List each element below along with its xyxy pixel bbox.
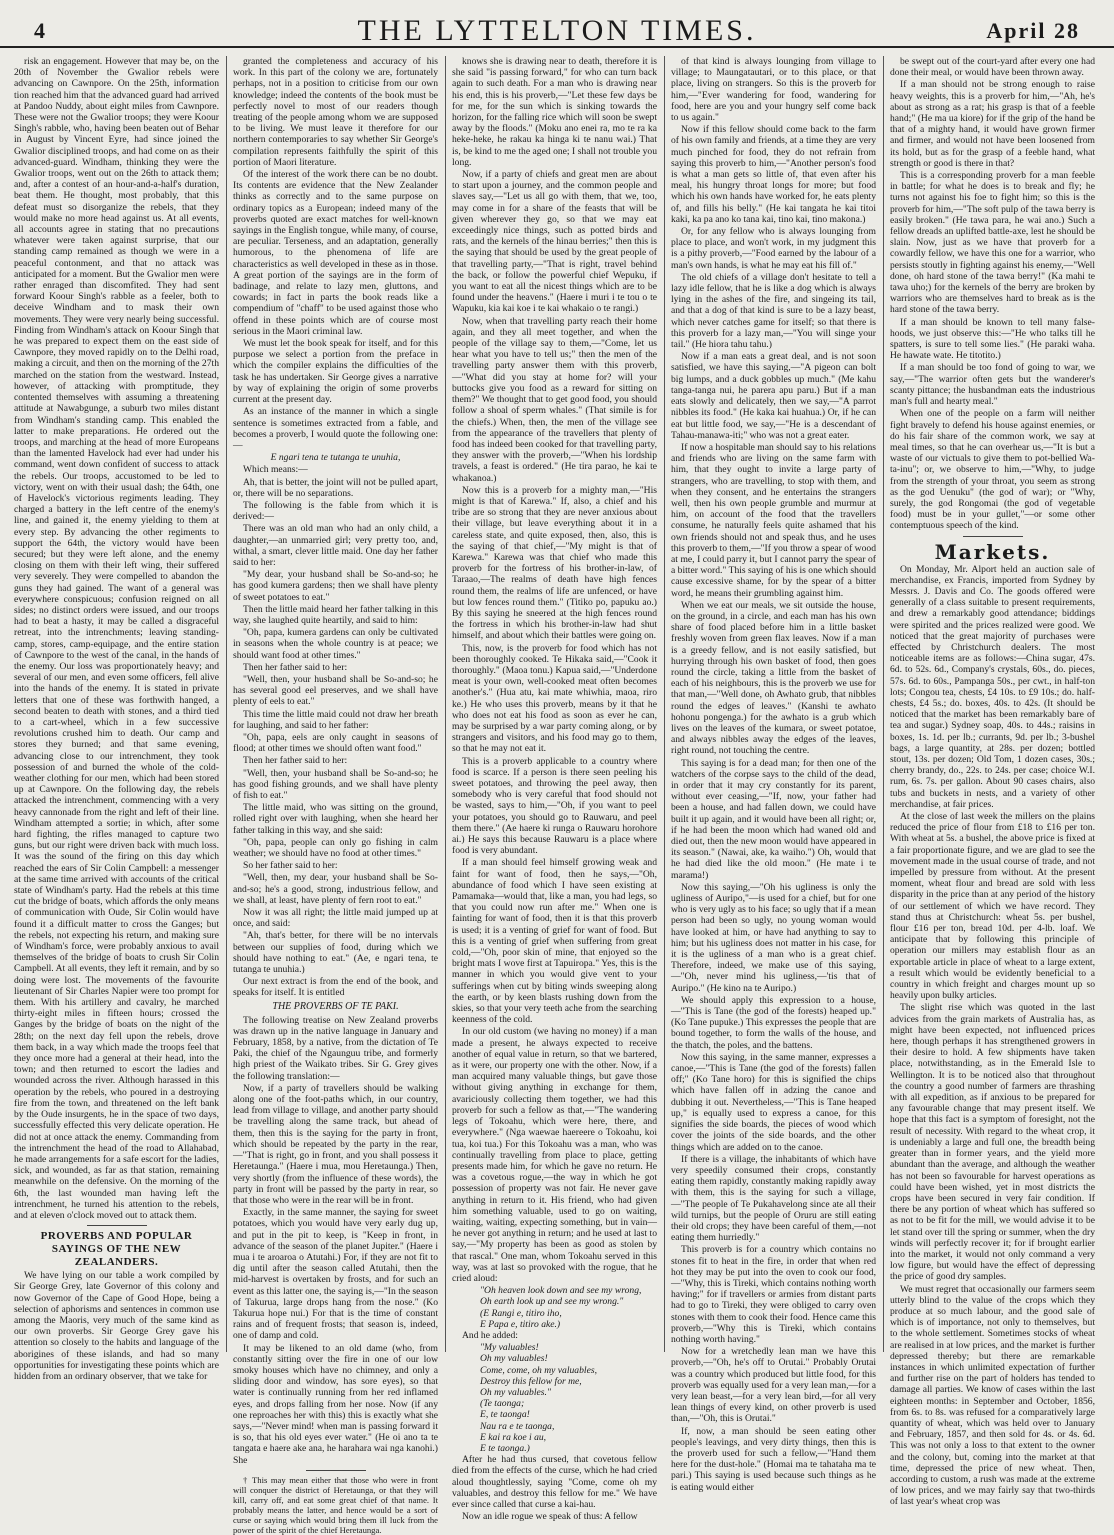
column-4 xyxy=(671,56,876,1493)
article-paragraph: "Oh, papa, kumera gardens can only be cultivated in seasons when the whole country is at peace; we should want food at other times." xyxy=(233,627,438,661)
article-paragraph: Now, if a party of travellers should be walking along one of the foot-paths which, in our country, lead from village to village, and another party should be travelling along the same track, but ahead of them, then this is the saying for the party in front, which should be repeated by the party in the rear,—"That is right, go in front, and you shall possess it Heretaunga." (Haere i mua, mou Heretaunga.) Then, very shortly (from the influence of these words), the party in front will be passed by the party in rear, so that those who were in the rear will be in front. xyxy=(233,1082,438,1206)
article-paragraph: The following is the fable from which it is derived:— xyxy=(233,499,438,523)
article-paragraph: Now for a wretchedly lean man we have this proverb,—"Oh, he's off to Orutai." Probably Orutai was a country which produced but little food, for this proverb was equally used for a very lean man,—for a very lean beast,—for a very lean bird,—for all very lean things of every kind, on other proverb is used than,—"Oh, this is Orutai." xyxy=(671,1346,876,1425)
article-paragraph: If now a hospitable man should say to his relations and friends who are living on the same farm with him, that they ought to invite a large party of strangers, who are travelling, to stop with them, and when they consent, and he entertains the strangers well, then his own people grumble and murmur at him, on account of the food that the travellers consume, he naturally feels quite ashamed that his own friends should not and speak thus, and he uses this proverb to them,—"If you throw a spear of wood at me, I could parry it, but I cannot parry the spear of a bitter word." This saying of his is one which should cause excessive shame, for by the spear of a bitter word, he means their grumbling against him. xyxy=(671,441,876,599)
article-paragraph: We must let the book speak for itself, and for this purpose we select a portion from the preface in which the compiler explains the difficulties of the task he has undertaken. Sir George gives a narrative by way of explaining the origin of some proverbs current at the present day. xyxy=(233,338,438,406)
article-paragraph: And he added: xyxy=(462,1329,518,1341)
article-paragraph: "Oh, papa, eels are only caught in seasons of flood; at other times we should often want food." xyxy=(233,731,438,755)
article-paragraph: Of the interest of the work there can be no doubt. Its contents are evidence that the New Zealander thinks as correctly and to the same purpose on ordinary topics as a European; indeed many of the proverbs quoted are exact matches for well-known sayings in the English tongue, while many, of course, are peculiar. Terseness, and an adaptation, generally humorous, to the phenomena of life are characteristics as well developed in these as in those. A great portion of the sayings are in the form of badinage, and relate to lazy men, gluttons, and cowards; in fact in parts the book reads like a compendium of "chaff" to be used against those who offend in these points which are of course most serious in the Maori criminal law. xyxy=(233,169,438,337)
column-rule xyxy=(445,56,446,1352)
article-paragraph: At the close of last week the millers on the plains reduced the price of flour from £18 to £16 per ton. With wheat at 5s. a bushel, the above price is fixed at a fair proportionate figure, and we are glad to see the movement made in the usual course of trade, and not impelled by pressure from without. At the present moment, wheat flour and bread are sold with less disparity in the price than at any period of the history of our settlement of which we have record. They stand thus at Christchurch: wheat 5s. per bushel, flour £16 per ton, bread 10d. per 4-lb. loaf. We anticipate that by following this principle of operation our millers may establish flour as an exportable article in place of wheat to a large extent, a result which would be evidently beneficial to a country in which freight and charges mount up so heavily upon bulky articles. xyxy=(890,811,1095,1002)
article-paragraph: knows she is drawing near to death, therefore it is she said "is passing forward," for who can turn back again to such death. For a man who is drawing near his end, this is his proverb,—"Let these few days be for me, for the sun which is sinking towards the horizon, for the falling rice which will soon be swept away by the floods." (Moku ano enei ra, mo te ra ka heke-heke, he rakau ka hinga ki te nanu wai.) That is, be kind to me the aged one; I shall not trouble you long. xyxy=(452,56,657,168)
article-paragraph: As an instance of the manner in which a single sentence is sometimes extracted from a fable, and becomes a proverb, I would quote the following one:— xyxy=(233,406,438,451)
article-paragraph: If a man should be too fond of going to war, we say,—"The warrior often gets but the wanderer's scanty pittance; the husbandman eats the industrious man's full and hearty meal." xyxy=(890,362,1095,408)
article-paragraph: "Ah, that's better, for there will be no intervals between our supplies of food, during which we should have nothing to eat." (Ae, e ngari tena, te tutanga te unuhia.) xyxy=(233,930,438,976)
verse-line: "My valuables! xyxy=(480,1342,539,1354)
article-paragraph: Or, for any fellow who is always lounging from place to place, and won't work, in my judgment this is a pithy proverb,—"Food earned by the labour of a man's own hands, is what he may eat his fill of." xyxy=(671,226,876,271)
article-paragraph: So her father said to her: xyxy=(243,860,338,872)
verse-block xyxy=(480,1342,657,1454)
article-paragraph: This is a proverb applicable to a country where food is scarce. If a person is there seen peeling his sweet potatoes, and throwing the peel away, then somebody who is very careful that food should not be wasted, says to him,—"Oh, if you want to peel your potatoes, you should go to Rauwaru, and peel them there." (Ae haere ki runga o Rauwaru horohore ai.) He says this because Rauwaru is a place where food is very abundant. xyxy=(452,755,657,857)
article-paragraph: This proverb is for a country which contains no stones fit to heat in the fire, in order that when red hot they may be put into the oven to cook our food,—"Why, this is Tireki, which contains nothing worth having;" for if travellers or armies from distant parts had to go to Tireki, they were obliged to carry oven stones with them to cook their food. Hence came this proverb,—"Why this is Tireki, which contains nothing worth having." xyxy=(671,1244,876,1345)
article-paragraph: This is a corresponding proverb for a man feeble in battle; for what he does is to break and fly; he turns not against his foe to fight him; so this is the proverb for him,—"The soft pulp of the tawa berry is easily broken." (He tawa para, he wai ano.) Such a fellow dreads an uplifted battle-axe, lest he should be slain. Now, just as we have that proverb for a cowardly fellow, we have this one for a warrior, who persists stoutly in fighting against his enemy,—"Well done, oh hard stone of the tawa berry!" (Ka mahi te tawa uho;) for the kernels of the berry are broken by warriors who are themselves hard to break as is the hard stone of the tawa berry. xyxy=(890,170,1095,316)
column-1 xyxy=(14,56,219,1382)
article-paragraph: Now if a man eats a great deal, and is not soon satisfied, we have this saying,—"A pigeon can bolt big lumps, and a duck gobbles up much." (Me kahu tanga-tanga nui, he parera apu paru.) But if a man eats slowly and delicately, then we say,—"A parrot nibbles its food." (He kaka kai huahua.) Or, if he can eat but little food, we say,—"He is a descendant of Tahau-manawa-iti;" who was not a great eater. xyxy=(671,351,876,441)
column-rule xyxy=(664,56,665,1352)
masthead-title: THE LYTTELTON TIMES. xyxy=(357,14,757,47)
columns xyxy=(14,56,1100,1535)
article-paragraph: Ah, that is better, the joint will not be pulled apart, or, there will be no separations. xyxy=(233,476,438,499)
article-paragraph: We should apply this expression to a house,—"This is Tane (the god of the forests) heaped up." (Ko Tane pupuke.) This expresses the people that are bound together, to form the walls of the house, and the thatch, the poles, and the battens. xyxy=(671,994,876,1051)
divider xyxy=(963,536,1023,537)
article-paragraph: This saying is for a dead man; for then one of the watchers of the corpse says to the child of the dead, in order that it may cry constantly for its parent, without ever ceasing,—"If, now, your father had been a house, and had fallen down, we could have built it up again, and it would have been all right; or, if he had been the moon which had waned old and died out, then the new moon would have appeared in its season." (Nawai, ake, ka waiho.") Oh, would that he had died like the old moon." (He mate i te marama!) xyxy=(671,757,876,881)
article-paragraph: "Oh, papa, people can only go fishing in calm weather; we should have no food at other times." xyxy=(233,836,438,860)
footnote-divider xyxy=(306,1470,366,1471)
subsection-heading: THE PROVERBS OF TE PAKI. xyxy=(272,1000,399,1012)
page-number: 4 xyxy=(34,18,45,43)
article-paragraph: After he had thus cursed, that covetous fellow died from the effects of the curse, which he had cried aloud thoughtlessly, saying "Come, come oh my valuables, and destroy this fellow for me." We have ever since called that curse a kai-hau. xyxy=(452,1454,657,1510)
column-2 xyxy=(233,56,438,1535)
verse-line: Oh my valuables! xyxy=(480,1353,548,1365)
article-paragraph: granted the completeness and accuracy of his work. In this part of the colony we are, fortunately perhaps, not in a position to criticise from our own knowledge; indeed the contents of the book must be perfectly novel to most of our readers though treating of the people among whom we are supposed to be living. We must leave it therefore for our northern contemporaries to say whether Sir George's compilation represents faithfully the spirit of this portion of Maori literature. xyxy=(233,56,438,168)
column-rule xyxy=(883,56,884,1352)
article-paragraph: be swept out of the court-yard after every one had done their meal, or would have been thrown away. xyxy=(890,56,1095,79)
article-paragraph: Now an idle rogue we speak of thus: A fellow xyxy=(462,1511,638,1523)
column-3 xyxy=(452,56,657,1523)
article-paragraph: Exactly, in the same manner, the saying for sweet potatoes, which you would have very early dug up, and put in the pit to keep, is "Keep in front, in advance of the season of the planet Jupiter." (Haere i mua i te aroaroa o Atutahi.) For, if they are not fit to dig until after the season called Atutahi, then the mid-harvest is overtaken by frosts, and for such an event as this latter one, the saying is,—"In the season of Takurua, large drops hang from the nose." (Ko Takurua hope nui.) For that is the time of constant rains and of frequent frosts; that season is, indeed, one of damp and cold. xyxy=(233,1207,438,1342)
verse-line: Oh earth look up and see my wrong." xyxy=(480,1296,624,1308)
divider xyxy=(87,1225,147,1226)
article-paragraph: If there is a village, the inhabitants of which have very speedily consumed their crops, constantly eating them rapidly, constantly making rapidly away with them, this is the saying for such a village,—"The people of Te Pukahavelong since ate all their wild turnips, but the people of Oruru are still eating their old crops; they have been careful of them,—not eating them hurriedly." xyxy=(671,1153,876,1244)
article-paragraph: of that kind is always lounging from village to village; to Maungatautari, or to this place, or that place, living on strangers. So this is the proverb for him,—"Ever wandering for food, wandering for food, here are you and your hungry self come back to us again." xyxy=(671,56,876,124)
article-paragraph: On Monday, Mr. Alport held an auction sale of merchandise, ex Francis, imported from Sydney by Messrs. J. Davis and Co. The goods offered were generally of a class suitable to present requirements, and drew a remarkably good attendance; biddings were spirited and the prices realized were good. We noticed that the great majority of purchases were effected by Christchurch dealers. The most noticeable items are as follows:—China sugar, 47s. 6d. to 52s. 6d., Company's crystals, 60s., do. pieces, 57s. 6d. to 60s., Pampanga 50s., per cwt., in half-ton lots; Congou tea, chests, £4 10s. to £9 10s.; do. half-chests, £4 5s.; do. boxes, 40s. to 42s. (It should be noticed that the market has been remarkably bare of tea and sugar.) Sydney soap, 40s. to 44s.; raisins in boxes, 1s. 1d. per lb.; currants, 9d. per lb.; 3-bushel bags, a large quantity, at 28s. per dozen; bottled stout, 13s. per dozen; Old Tom, 1 dozen cases, 30s.; cherry brandy, do., 22s. to 24s. per case; choice W.I. rum, 6s. 7s. per gallon. About 90 cases chairs, also tubs and buckets in nests, and a variety of other merchandise, at fair prices. xyxy=(890,563,1095,810)
article-paragraph: If, now, a man should be seen eating other people's leavings, and very dirty things, then this is the proverb used for such a fellow,—"Hand them here for the dust-hole." (Homai ma te tahataha ma te pari.) This saying is used because such things as he is eating would either xyxy=(671,1425,876,1493)
article-paragraph: Now if this fellow should come back to the farm of his own family and friends, at a time they are very much pinched for food, they do not refrain from saying this proverb to him,—"Another person's food is what a man gets so little of, that even after his meal, his hungry throat longs for more; but food which his own hands have worked for, he eats plenty of, and fills his belly." (He kai tangata he kai titoi kaki, ka pa ano ko tana kai, tino kai, tino makona.) xyxy=(671,124,876,225)
verse-line: Destroy this fellow for me, xyxy=(480,1375,582,1387)
verse-line: E kai ra koe i au, xyxy=(480,1431,547,1443)
article-paragraph: Then her father said to her: xyxy=(243,755,348,767)
article-paragraph: This time the little maid could not draw her breath for laughing, and said to her father: xyxy=(233,708,438,731)
verse-line: Oh my valuables." xyxy=(480,1386,551,1398)
article-paragraph: risk an engagement. However that may be, on the 20th of November the Gwalior rebels were advancing on Cawnpore. On the 25th, information tion reached him that the advanced guard had arrived at Pandoo Nuddy, about eight miles from Cawnpore. These were not the Gwalior troops; they were Koour Singh's rabble, who, having been beaten out of Behar in August by Vincent Eyre, had since joined the Gwalior disciplined troops, and had come on as their advanced-guard. Windham, thinking they were the Gwalior troops, went out on the 26th to attack them; and, after a contest of an hour-and-a-half's duration, beat them. He thought, most probably, that this defeat must so disorganize the rebels, that they would make no more head against us. At all events, all accounts agree in stating that no precautions whatever were taken against surprise, that our standing camp remained as though we were in a peaceful contonment, and that no attack was anticipated for a moment. But the Gwalior men were rather enraged than discomfited. They had sent forward Koour Singh's rabble as a feeler, both to deceive Windham and to mask their own movements. They were very nearly being successful. Finding from Windham's attack on Koour Singh that he was prepared to expect them on the east side of Cawnpore, they moved rapidly on to the Delhi road, making a circuit, and then on the morning of the 27th marched on the station from the westward. Instead, however, of attacking with promptitude, they contented themselves with assuming a threatening attitude at Nawabgunge, a suburb two miles distant from Windham's standing camp. This enabled the latter to make preparations. He ordered out the troops, and marching at the head of more Europeans than the lamented Havelock had ever had under his command, went down confident of success to attack the rebels. Our troops, accustomed to be led to victory, went on with their usual dash; the 64th, one of Havelock's victorious regiments leading. They charged a battery in the left centre of the enemy's line, and gained it, the enemy yielding to them at every step. By advancing the other regiments to support the 64th, the victory would have been secured; but they were left alone, and the enemy closing on them with their left wing, their suffered very severely. They were compelled to abandon the guns they had gained. The want of a general was everywhere conspicuous; confusion reigned on all sides; no distinct orders were issued, and our troops had to beat a hasty, it may be called a disgraceful retreat, into the intrenchments; leaving standing-camp, stores, camp-equipage, and the entire station of Cawnpore to the west of the canal, in the hands of the enemy. Our loss was proportionately heavy; and several of our men, and even some officers, fell alive into the hands of the enemy. It is stated in private letters that one of these was forthwith hanged, a second beaten to death with stones, and a third tied to a cart-wheel, which in a few successive revolutions crushed him to death. Our camp and stores they burned; and that same evening, advancing close to our intrenchment, they took possession of and burned the whole of the cold-weather clothing for our men, which had been stored up at Cawnpore. On the following day, the rebels attacked the intrenchment, commencing with a very heavy cannonade from the right and left of their line. Windham attempted a sortie; in which, after some hard fighting, the rifles managed to capture two guns, but our right were driven back with much loss. It was the sound of the firing on this day which reached the ears of Sir Colin Campbell: a messenger at the same time arrived with accounts of the critical state of Windham's party. Had the rebels at this time cut the bridge of boats, which affords the only means of communication with Oude, Sir Colin would have found it a difficult matter to cross the Ganges; but the rebels, not expecting his return, and making sure of Windham's force, were probably anxious to avail themselves of the bridge of boats to crush Sir Colin Campbell. At all events, they left it remain, and by so doing were lost. The movements of the favourite lieutenant of Sir Charles Napier were too prompt for them. With his artillery and cavalry, he marched thirty-eight miles in fifteen hours; crossed the Ganges by the bridge of boats on the night of the 28th; on the next day fell upon the rebels, drove them back, in a way which made the troops feel that they once more had a general at their head, into the town; and then returned to escort the ladies and wounded across the river. Although harassed in this operation by the rebels, who poured in a destroying fire from the town, and threatened on the left bank by the Oude insurgents, he in the space of two days, successfully effected this very delicate operation. He did not at once attack the enemy. Commanding from the intrenchment the head of the road to Allahabad, he made arrangements for a safe escort for the ladies, sick, and wounded, as far as that station, remaining meanwhile on the defensive. On the morning of the 6th, the last wounded man having left the intrenchment, he turned his attention to the rebels, and at eleven o'clock moved out to attack them. xyxy=(14,56,219,1221)
column-5 xyxy=(890,56,1095,1508)
article-paragraph: When we eat our meals, we sit outside the house, on the ground, in a circle, and each man has his own share of food placed before him in a little basket freshly woven from green flax leaves. Now if a man is a greedy fellow, and is not easily satisfied, but hurrying through his own basket of food, then goes round the circle, taking a little from the basket of each of his neighbours, this is the proverb we use for that man,—"Well done, oh Awhato grub, that nibbles round the edges of leaves." (Kanshi te awhato hohonu pongenga.) for the awhato is a grub which lives on the leaves of the kumara, or sweet potatoe, and always nibbles away the edges of the leaves, right round, not touching the centre. xyxy=(671,599,876,757)
article-paragraph: There was an old man who had an only child, a daughter,—an unmarried girl; very pretty too, and, withal, a smart, clever little maid. One day her father said to her: xyxy=(233,523,438,568)
article-paragraph: The old chiefs of a village don't hesitate to tell a lazy idle fellow, that he is like a dog which is always lying in the ashes of the fire, and singeing its tail, and that a dog of that kind is sure to be a lazy beast, which never catches game for itself; so that there is this proverb for a lazy man,—"You will singe your tail." (He hiora tahu tahu.) xyxy=(671,271,876,351)
issue-date: April 28 xyxy=(986,18,1080,43)
article-paragraph: Our next extract is from the end of the book, and speaks for itself. It is entitled xyxy=(233,976,438,999)
article-paragraph: The following treatise on New Zealand proverbs was drawn up in the native language in January and February, 1858, by a native, from the dictation of Te Paki, the chief of the Ngaunguu tribe, and formerly high priest of the Waikato tribes. Sir G. Grey gives the following translation:— xyxy=(233,1014,438,1082)
article-paragraph: When one of the people on a farm will neither fight bravely to defend his house against enemies, or do his fair share of the common work, we say at meal times, so that he can overhear us,—"It is but a waste of our victuals to give them to pot-bellied Wa-ta-inu"; or, we observe to him,—"Why, to judge from the strength of your throat, you seem as strong as the god Uenuku" (the god of war); or "Why, surely, the god Rongomai (the god of vegetable food) must be in your gullet,"—or some other contemptuous speech of the kind. xyxy=(890,408,1095,532)
article-paragraph: Which means:— xyxy=(243,464,308,476)
article-paragraph: Then her father said to her: xyxy=(243,661,348,673)
quoted-proverb: E ngari tena te tutanga te unuhia, xyxy=(270,452,401,464)
article-paragraph: It may be likened to an old dame (who, from constantly sitting over the fire in one of our low smoky houses which have no chimney, and only a sliding door and window, has sore eyes), so that water is continually running from her red inflamed eyes, and drops falling from her nose. Now (if any one reproaches her with this) this is exactly what she says,—"Never mind! when man is passing forward it is so, that his old eyes ever water." (He oi ano ta te tangata e haere ake ana, he harahara wai nga kanohi.) She xyxy=(233,1342,438,1466)
verse-line: E te taonga.) xyxy=(480,1442,530,1454)
section-title: PROVERBS AND POPULAR SAYINGS OF THE NEW ZEALANDERS. xyxy=(40,1230,193,1269)
verse-line: "Oh heaven look down and see my wrong, xyxy=(480,1285,642,1297)
article-paragraph: This, now, is the proverb for food which has not been thoroughly cooked. Te Hikaka said,—"Cook it thoroughly." (Maoa tonu.) Kapua said,—"Underdone meat is your own, well-cooked meat often becomes another's." (Hua atu, kai mate whiwhia, maoa, riro ke.) He who uses this proverb, means by it that he who does not eat his food as soon as ever he can, may be surprised by a war party coming along, or by strangers and visitors, and his food may go to them, so that he may not eat it. xyxy=(452,642,657,755)
markets-heading: Markets. xyxy=(934,539,1051,564)
article-paragraph: "My dear, your husband shall be So-and-so; he has good kumera gardens; then we shall have plenty of sweet potatoes to eat." xyxy=(233,569,438,603)
verse-block xyxy=(480,1285,657,1330)
article-paragraph: Now this saying,—"Oh his ugliness is only the ugliness of Auripo,"—is used for a chief, but for one who is very ugly as to his face; so ugly that if a mean person had been so ugly, no young woman would have looked at him, or have had anything to say to him; but his ugliness does not matter in his case, for it is the ugliness of a man who is a great chief. Therefore, indeed, we make use of this saying,—"Oh, never mind his ugliness,—'tis that of Auripo." (He kino na te Auripo.) xyxy=(671,881,876,994)
article-paragraph: We must regret that occasionally our farmers seem utterly blind to the value of the crops which they produce at so much labour, and the good sale of which is of importance, not only to themselves, but to the whole settlement. Sometimes stocks of wheat are realised in at low prices, and the market is further depressed thereby; but there are remarkable instances in which unlimited expectation of further and further rise on the part of holders has tended to damage all parties. We know of cases within the last eighteen months: in September and October, 1856, from 6s. to 8s. was refused for a comparatively large quantity of wheat, which was held over to January and February, 1857, and then sold for 4s. or 4s. 6d. This was not only a loss to that extent to the owner and the colony, but, coming into the market at that time, depressed the price of new wheat. Then, according to custom, a rush was made at the extreme of low prices, and we may fairly say that two-thirds of last year's wheat crop was xyxy=(890,1283,1095,1508)
article-paragraph: If a man should be known to tell many false-hoods, we just observe this:—"He who talks till he spatters, is sure to tell some lies." (He paraki waha. He hawate wate. He titotito.) xyxy=(890,316,1095,362)
article-paragraph: In our old custom (we having no money) if a man made a present, he always expected to receive another of equal value in return, so that we bartered, as it were, our property one with the other. Now, if a man acquired many valuable things, but gave those without giving anything in exchange for them, avariciously collecting them together, we had this proverb for such a fellow as that,—"The wandering legs of Tokoahu, which were here, there, and everywhere." (Nga waewae haereere o Tokoahu, koi tua, koi tua.) For this Tokoahu was a man, who was continually travelling from place to place, getting presents made him, for which he gave no return. He was a covetous rogue,—the way in which he got possession of property was not fair. He never gave anything in return to it. His friend, who had given him something valuable, used to go on waiting, waiting, waiting, expecting something, but in vain—he never got anything in return; and he used at last to say,—"My property has been as good as stolen by that rascal." One man, whom Tokoahu served in this way, was at last so provoked with the rogue, that he cried aloud: xyxy=(452,1026,657,1284)
verse-line: Come, come, oh my valuables, xyxy=(480,1364,597,1376)
article-paragraph: "Well, then, my dear, your husband shall be So-and-so; he's a good, strong, industrious fellow, and we shall, at least, have plenty of fern root to eat." xyxy=(233,872,438,906)
article-paragraph: "Well, then, your husband shall be So-and-so; he has good fishing grounds, and we shall have plenty of fish to eat." xyxy=(233,767,438,801)
article-paragraph: Now this saying, in the same manner, expresses a canoe,—"This is Tane (the god of the forests) fallen off;" (Ko Tane horo) for this is signified the chips which have fallen off in adzing the canoe and dubbing it out. Nevertheless,—"This is Tane heaped up," is equally used to express a canoe, for this signifies the side boards, the pieces of wood which cover the joints of the side boards, and the other things which are added on to the canoe. xyxy=(671,1051,876,1153)
verse-line: (Te taonga; xyxy=(480,1398,525,1410)
verse-line: (E Rangi e, titiro iho, xyxy=(480,1307,562,1319)
article-paragraph: Then the little maid heard her father talking in this way, she laughed quite heartily, and said to him: xyxy=(233,603,438,626)
verse-line: E Papa e, titiro ake.) xyxy=(480,1318,561,1330)
verse-line: Nau ra e te taonga, xyxy=(480,1420,555,1432)
article-paragraph: Now this is a proverb for a mighty man,—"His might is that of Karewa." If, also, a chief and his tribe are so strong that they are never anxious about their village, but leave everything about it in a careless state, and quite exposed, then, also, this is the saying of that chief,—"My might is that of Karewa." Karewa was that chief who made this proverb for the fortress of his brother-in-law, of Taraao,—The realms of death have high fences round them, the realms of life are unfenced, or have but low fences round them." (Titiko po, papuku ao.) By this saying he sneered at the high fences round the fortress in which his brother-in-law had shut himself, and about which their battles were going on. xyxy=(452,484,657,642)
page-header xyxy=(0,8,1114,48)
article-paragraph: The little maid, who was sitting on the ground, rolled right over with laughing, when she heard her father talking in this way, and she said: xyxy=(233,802,438,836)
article-paragraph: If a man should not be strong enough to raise heavy weights, this is a proverb for him,—"Ah, he's about as strong as a rat; his grasp is that of a feeble hand;" (He ma ua kiore) for if the grip of the hand be that of a mighty hand, it would have grown firmer and firmer, and would not have been loosened from its hold, but as for the grasp of a feeble hand, what strength or good is there in that? xyxy=(890,79,1095,169)
verse-line: E, te taonga! xyxy=(480,1409,530,1421)
footnote: † This may mean either that those who were in front will conquer the district of Heretaunga, or that they will kill, carry off, and eat some great chief of that name. It probably means the latter, and hence would be a sort of curse or saying which would bring them ill luck from the power of the spirit of the chief Heretaunga. xyxy=(233,1474,438,1535)
article-paragraph: The slight rise which was quoted in the last advices from the grain markets of Australia has, as might have been expected, not influenced prices here, though perhaps it has strengthened growers in their desire to hold. A few shipments have taken place, notwithstanding, as in the Emerald Isle to Wellington. It is to be noticed also that throughout the country a good number of farmers are thrashing with all expedition, as if anxious to be prepared for any favourable change that may present itself. We hope that this fact is a symptom of foresight, not the result of necessity. With regard to the wheat crop, it is undeniably a large and full one, the breadth being greater than in former years, and the yield more abundant than the average, and although the weather has not been so favourable for harvest operations as could have been wished, yet in most districts the crops have been secured in very fair condition. If there be any portion of wheat which has suffered so as not to be fit for the mill, we would advise it to be let stand over till the spring or summer, when the dry winds will perfectly recover it; for if brought earlier into the market, it would not only command a very low figure, but would have the effect of depressing the price of good dry samples. xyxy=(890,1002,1095,1283)
article-paragraph: We have lying on our table a work compiled by Sir George Grey, late Governor of this colony and now Governor of the Cape of Good Hope, being a selection of aphorisms and sentences in common use among the Maoris, very much of the same kind as our own proverbs. Sir George Grey gave his attention so closely to the habits and language of the aborigines of these islands, and had so many opportunities for investigating these points which are hidden from an ordinary observer, that we take for xyxy=(14,1270,219,1382)
article-paragraph: Now it was all right; the little maid jumped up at once, and said: xyxy=(233,907,438,930)
article-paragraph: If a man should feel himself growing weak and faint for want of food, then he says,—"Oh, abundance of food which I have seen existing at Pamamaka—would that, like a man, you had legs, so that you could now run after me." When one is fainting for want of food, then it is that this proverb is used; it is a venting of grief for want of food. But this is a venting of grief when suffering from great cold,—"Oh, poor skin of mine, that enjoyed so the bright mats I wove first at Tapuiropa." Yes, this is the manner in which you would give vent to your sufferings when cut by biting winds sweeping along the earth, or by keen blasts rushing down from the skies, so that your very teeth ache from the searching keenness of the cold. xyxy=(452,857,657,1026)
article-paragraph: "Well, then, your husband shall be So-and-so; he has several good eel preserves, and we shall have plenty of eels to eat." xyxy=(233,673,438,708)
article-paragraph: Now, when that travelling party reach their home again, and they all meet together, and when the people of the village say to them,—"Come, let us hear what you have to tell us;" then the men of the travelling party answer them with this proverb,—"What did you stay at home for? will your buttocks give you food as a reward for sitting on them?" We thought that to get good food, you should follow a shoal of sperm whales." (That simile is for the chiefs.) When, then, the men of the village see from the appearance of the travellers that plenty of food has indeed been cooked for that travelling party, they answer with the proverb,—"When his lordship travels, a feast is ordered." (He tira parao, he kai te whakanoa.) xyxy=(452,315,657,484)
column-rule xyxy=(226,56,227,1352)
article-paragraph: Now, if a party of chiefs and great men are about to start upon a journey, and the common people and slaves say,—"Let us all go with them, that we, too, may come in for a share of the feasts that will be given wherever they go, so that we may eat exceedingly nice things, such as potted birds and rats, and the kernels of the hinau berries;" then this is the saying that should be used by the great people of that travelling party,—"That is right, travel behind the back, or follow the powerful chief Wepuku, if you want to eat all the nicest things which are to be found under the heavens." (Haere i muri i te tou o te Wapuku, kia kai koe i te kai whakaio o te rangi.) xyxy=(452,169,657,315)
